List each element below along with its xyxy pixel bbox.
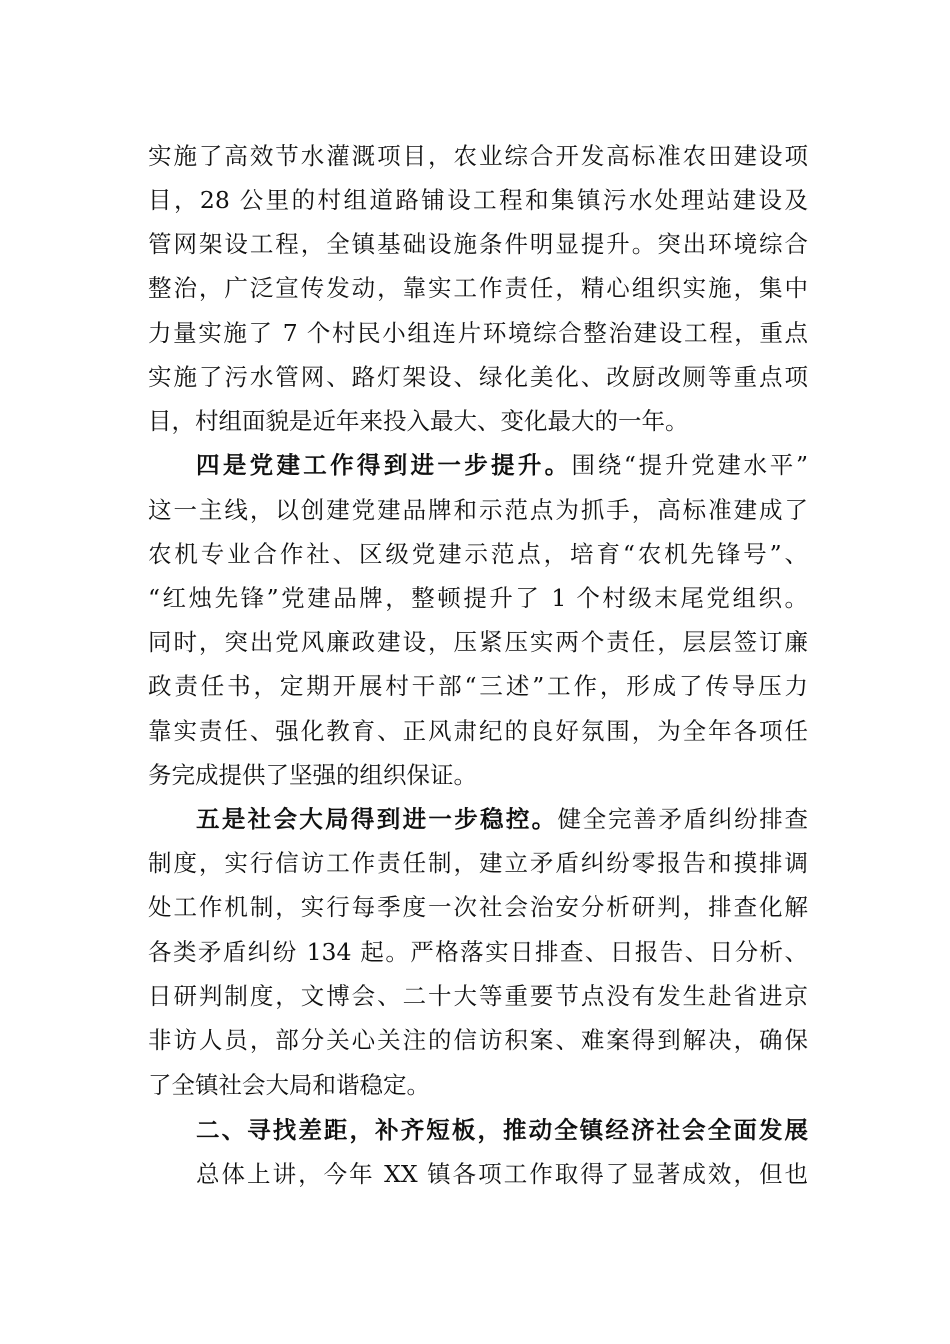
paragraph-line: 日研判制度，文博会、二十大等重要节点没有发生赴省进京 <box>148 982 808 1010</box>
paragraph-line: 管网架设工程，全镇基础设施条件明显提升。突出环境综合 <box>148 230 808 258</box>
paragraph-line: 同时，突出党风廉政建设，压紧压实两个责任，层层签订廉 <box>148 628 808 656</box>
paragraph-line: 目，村组面貌是近年来投入最大、变化最大的一年。 <box>148 407 689 435</box>
paragraph-four-lead: 四是党建工作得到进一步提升。 <box>196 451 572 479</box>
paragraph-four-first-line <box>196 442 808 488</box>
paragraph-line: 各类矛盾纠纷 134 起。严格落实日排查、日报告、日分析、 <box>148 938 808 966</box>
paragraph-line: 力量实施了 7 个村民小组连片环境综合整治建设工程，重点 <box>148 319 808 347</box>
paragraph-line: 非访人员，部分关心关注的信访积案、难案得到解决，确保 <box>148 1026 808 1054</box>
paragraph-line: 靠实责任、强化教育、正风肃纪的良好氛围，为全年各项任 <box>148 717 808 745</box>
paragraph-line: 这一主线，以创建党建品牌和示范点为抓手，高标准建成了 <box>148 496 808 524</box>
paragraph-five-first-text: 健全完善矛盾纠纷排查 <box>557 805 808 833</box>
paragraph-line: “红烛先锋”党建品牌，整顿提升了 1 个村级末尾党组织。 <box>148 584 808 612</box>
paragraph-line: 农机专业合作社、区级党建示范点，培育“农机先锋号”、 <box>148 540 808 568</box>
paragraph-line: 处工作机制，实行每季度一次社会治安分析研判，排查化解 <box>148 893 808 921</box>
paragraph-line: 目，28 公里的村组道路铺设工程和集镇污水处理站建设及 <box>148 186 808 214</box>
paragraph-line: 实施了高效节水灌溉项目，农业综合开发高标准农田建设项 <box>148 142 808 170</box>
paragraph-line: 了全镇社会大局和谐稳定。 <box>148 1071 430 1099</box>
paragraph-line: 总体上讲，今年 XX 镇各项工作取得了显著成效，但也 <box>196 1160 808 1188</box>
paragraph-line: 制度，实行信访工作责任制，建立矛盾纠纷零报告和摸排调 <box>148 849 808 877</box>
paragraph-five-first-line <box>196 796 808 842</box>
section-heading: 二、寻找差距，补齐短板，推动全镇经济社会全面发展 <box>196 1116 808 1144</box>
paragraph-line: 实施了污水管网、路灯架设、绿化美化、改厨改厕等重点项 <box>148 363 808 391</box>
paragraph-five-lead: 五是社会大局得到进一步稳控。 <box>196 805 558 833</box>
paragraph-line: 政责任书，定期开展村干部“三述”工作，形成了传导压力 <box>148 672 808 700</box>
paragraph-line: 务完成提供了坚强的组织保证。 <box>148 761 477 789</box>
paragraph-line: 整治，广泛宣传发动，靠实工作责任，精心组织实施，集中 <box>148 274 808 302</box>
paragraph-four-first-text: 围绕“提升党建水平” <box>571 451 808 479</box>
